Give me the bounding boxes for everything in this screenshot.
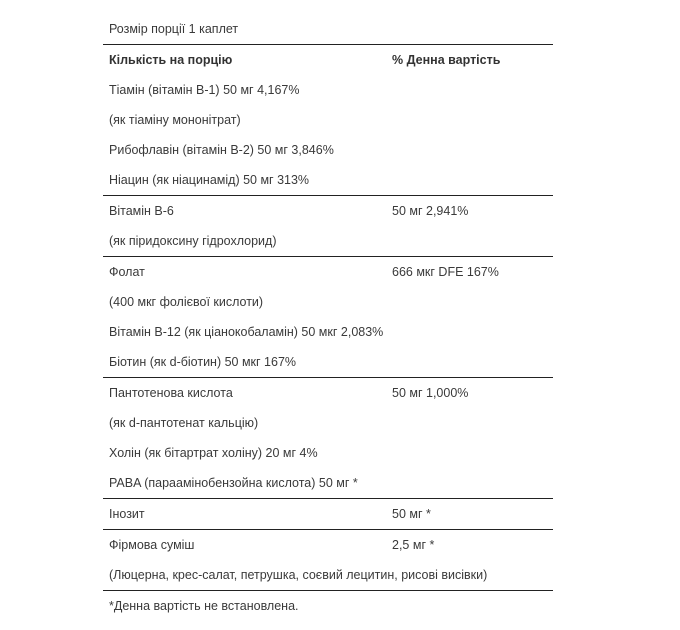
nutrient-amount-text: Холін (як бітартрат холіну) 20 мг 4% — [109, 446, 318, 460]
nutrient-row — [103, 317, 553, 347]
nutrient-row — [103, 468, 553, 498]
daily-value-header: % Денна вартість — [392, 53, 501, 67]
nutrient-row — [103, 287, 553, 317]
nutrient-amount-text: Біотин (як d-біотин) 50 мкг 167% — [109, 355, 297, 369]
nutrient-row — [103, 560, 553, 590]
nutrient-amount-text: Пантотенова кислота — [109, 386, 233, 400]
nutrient-daily-value-text: 666 мкг DFE 167% — [392, 265, 499, 279]
nutrient-daily-value-text: 50 мг * — [392, 507, 431, 521]
nutrient-group — [103, 499, 553, 529]
serving-size-row — [103, 14, 553, 44]
nutrient-amount-text: Інозит — [109, 507, 145, 521]
nutrient-daily-value-text: 50 мг 1,000% — [392, 386, 469, 400]
nutrient-row — [103, 135, 553, 165]
nutrient-row — [103, 105, 553, 135]
header-row — [103, 45, 553, 75]
nutrient-row — [103, 347, 553, 377]
nutrient-group — [103, 196, 553, 256]
footnote-text: *Денна вартість не встановлена. — [109, 599, 299, 613]
nutrient-row — [103, 75, 553, 105]
nutrient-row — [103, 226, 553, 256]
nutrient-amount-text: Вітамін B-12 (як ціанокобаламін) 50 мкг 2,083% — [109, 325, 384, 339]
nutrient-daily-value-text: 2,5 мг * — [392, 538, 435, 552]
nutrient-row — [103, 408, 553, 438]
nutrient-daily-value-text: 50 мг 2,941% — [392, 204, 469, 218]
footnote-row — [103, 591, 553, 621]
nutrient-amount-text: (Люцерна, крес-салат, петрушка, соєвий лецитин, рисові висівки) — [109, 568, 488, 582]
nutrient-amount-text: Ніацин (як ніацинамід) 50 мг 313% — [109, 173, 310, 187]
amount-per-serving-header: Кількість на порцію — [109, 53, 233, 67]
nutrient-amount-text: Фолат — [109, 265, 145, 279]
nutrient-row — [103, 196, 553, 226]
serving-size-text: Розмір порції 1 каплет — [109, 22, 239, 36]
nutrient-row — [103, 530, 553, 560]
nutrient-row — [103, 165, 553, 195]
nutrient-amount-text: Фірмова суміш — [109, 538, 195, 552]
nutrient-group — [103, 378, 553, 498]
nutrient-row — [103, 438, 553, 468]
nutrient-amount-text: (400 мкг фолієвої кислоти) — [109, 295, 264, 309]
nutrient-row — [103, 499, 553, 529]
nutrient-amount-text: Вітамін B-6 — [109, 204, 174, 218]
nutrient-amount-text: (як піридоксину гідрохлорид) — [109, 234, 277, 248]
nutrient-row — [103, 378, 553, 408]
nutrient-group — [103, 75, 553, 195]
nutrient-groups — [103, 75, 553, 590]
nutrient-amount-text: (як d-пантотенат кальцію) — [109, 416, 259, 430]
supplement-facts-table — [103, 14, 553, 621]
nutrient-amount-text: PABA (параамінобензойна кислота) 50 мг * — [109, 476, 358, 490]
nutrient-amount-text: Тіамін (вітамін B-1) 50 мг 4,167% — [109, 83, 300, 97]
nutrient-row — [103, 257, 553, 287]
nutrient-group — [103, 257, 553, 377]
nutrient-amount-text: (як тіаміну мононітрат) — [109, 113, 241, 127]
nutrient-amount-text: Рибофлавін (вітамін B-2) 50 мг 3,846% — [109, 143, 334, 157]
nutrient-group — [103, 530, 553, 590]
